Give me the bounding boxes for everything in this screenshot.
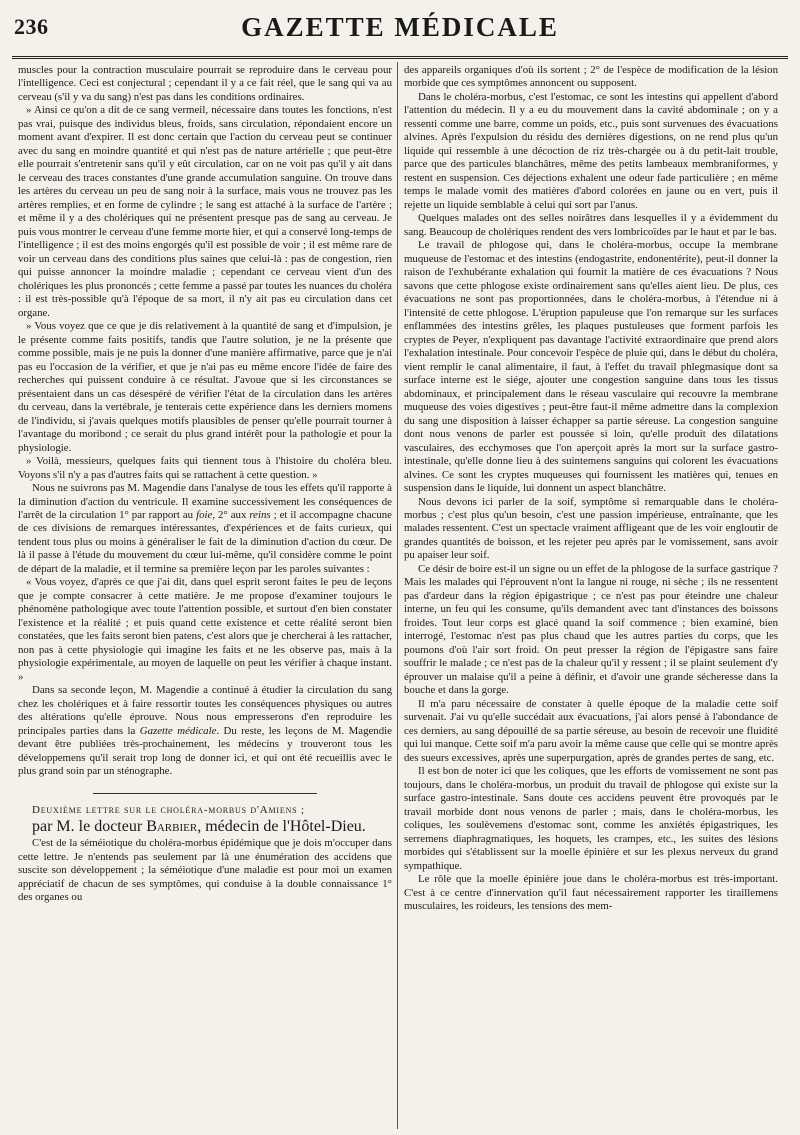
paragraph: des appareils organiques d'où ils sortent ; 2° de l'espèce de modification de la lésion morbide que ces symptômes annoncent ou supposent.	[404, 64, 778, 90]
section-divider	[93, 793, 317, 794]
letter-byline	[18, 817, 392, 837]
author-name: Barbier	[146, 818, 198, 836]
paragraph: Quelques malades ont des selles noirâtres dans lesquelles il y a évidemment du sang. Beaucoup de cholériques rendent des vers lombricoïdes par le haut et par le bas.	[404, 212, 778, 238]
text-run: , médecin de l'Hôtel-Dieu.	[197, 818, 366, 836]
italic-term: foie	[196, 508, 213, 521]
text-run: , 2° aux	[212, 508, 250, 521]
paragraph: » Ainsi ce qu'on a dit de ce sang vermeil, nécessaire dans toutes les fonctions, n'est pas vrai, puisque des individus bleus, froids, sans circulation, répondaient encore un moment avant d'expirer. Il est donc certain que l'action du cerveau peut se continuer avec du sang en moindre quantité et qui n'est pas de nature artérielle ; que peut-être elle pourrait s'entretenir sans qu'il y eût circulation, car on ne voit pas qu'il y ait dans le cerveau des traces constantes d'une grande accumulation sanguine. On trouve dans les artères du cerveau un peu de sang noir à la surface, mais vous ne trouvez pas les artères remplies, et en forme de cylindre ; le sang est attaché à la surface de l'artère ; et même il y a des cholériques qui ne présentent presque pas de sang au cerveau. Je puis vous montrer le cerveau d'une femme morte hier, et qui a conservé long-temps de l'intelligence ; il est des moins engorgés qu'il est possible de voir ; il est même rare de voir un cerveau dans des conditions plus saines que celui-là : pas de congestion, rien qui puisse annoncer la moindre maladie ; cependant ce cerveau vient d'un des cholériques les plus prononcés ; cette femme a passé par toutes les nuances du choléra : il est très-possible qu'à l'époque de sa mort, il n'y ait pas eu circulation dans cet organe.	[18, 104, 392, 319]
paragraph: muscles pour la contraction musculaire pourrait se reproduire dans le cerveau pour l'intelligence. Ceci est conjectural ; cependant il y a ce fait réel, que le sang qui va au cerveau (s'il y va du sang) n'est pas dans les conditions ordinaires.	[18, 64, 392, 103]
paragraph: Il m'a paru nécessaire de constater à quelle époque de la maladie cette soif survenait. J'ai vu qu'elle succédait aux évacuations, j'ai alors pensé à l'abondance de ces derniers, au sang dépouillé de sa partie séreuse, au besoin de recevoir une fluidité qui lui manque. Cette soif m'a paru avoir la même cause que celle qui se montre après des sueurs excessives, après une superpurgation, après de grandes pertes de sang, etc.	[404, 697, 778, 764]
paragraph: » Vous voyez que ce que je dis relativement à la quantité de sang et d'impulsion, je le présente comme faits positifs, tandis que l'autre solution, je ne la présente que comme possible, mais je ne puis la donner d'une manière affirmative, parce que je n'ai pas eu l'occasion de la vérifier, et que je n'ai pas eu même encore l'idée de faire des recherches qui puissent conduire à ce résultat. J'avoue que si les circonstances se présentaient dans un cas désespéré de vérifier l'état de la circulation dans les artères du cerveau, dans la vertébrale, je tenterais cette expérience dans les derniers momens de l'individu, si j'avais quelques motifs plausibles de penser qu'elle pourrait tourner à l'avantage du moribond ; ce serait du plus grand intérêt pour la pathologie et pour la physiologie.	[18, 320, 392, 454]
header-rule	[12, 56, 788, 59]
right-column	[404, 64, 778, 1131]
page-header	[12, 8, 788, 52]
text-run: ; et il accompagne chacune de ces divisions de remarques intéressantes, d'expériences et de faits curieux, qui tendent tous plus ou moins à généraliser le fait de la diminution d'action du cœur. De là il passe à l'étude du mouvement du cœur lui-même, qu'il considère comme le point de départ de la maladie, et il termine sa première leçon par les paroles suivantes :	[18, 508, 392, 575]
text-run: Nous ne suivrons pas M. Magendie dans l'analyse de tous les effets qu'il rapporte à la diminution d'action du ventricule. Il examine successivement les conséquences de l'arrêt de la circulation 1° par rapport au	[18, 482, 392, 521]
paragraph: Le travail de phlogose qui, dans le choléra-morbus, occupe la membrane muqueuse de l'estomac et des intestins (endogastrite, endonentérite), peut-il donner la raison de l'exhubérante exhalation qui fournit la matière de ces évacuations ? Nous savons que cette phlogose existe ordinairement sans qu'elles aient lieu. De plus, ces évacuations ne sont pas proportionnées, dans le choléra-morbus, à l'étendue ni à l'intensité de cette phlogose. L'éruption papuleuse que l'on remarque sur les surfaces enflammées des intestins grêles, les plaques pustuleuses que forment parfois les cryptes de Peyer, n'expliquent pas davantage l'activité extraordinaire que prend alors l'exhalation intestinale. Pour concevoir l'espèce de pluie qui, dans le début du choléra, vient remplir le canal alimentaire, il faut, à l'effet du travail phlegmasique dont sa surface interne est le siége, ajouter une congestion sanguine dans tous les tissus abdominaux, et principalement dans le réseau vasculaire qui recouvre la membrane muqueuse des voies digestives ; peut-être faut-il même admettre dans la complexion du sang une disposition à laisser échapper sa partie séreuse. La congestion sanguine dont nous venons de parler est poussée si loin, qu'elle produit des dilatations vasculaires, des ecchymoses que l'on aperçoit après la mort sur la surface gastro-intestinale, qu'elle donne lieu à des suintemens sanguins qui colorent les évacuations alvines. Ce sont les cryptes muqueuses qui fournissent les matières qui, tenues en suspension dans le liquide, lui donnent un aspect blanchâtre.	[404, 239, 778, 495]
paragraph	[18, 482, 392, 576]
left-column	[18, 64, 392, 1131]
italic-term: reins	[249, 508, 271, 521]
italic-term: Gazette médicale	[139, 724, 217, 737]
paragraph: Ce désir de boire est-il un signe ou un effet de la phlogose de la surface gastrique ? Mais les malades qui l'éprouvent n'ont la langue ni rouge, ni sèche ; ils ne ressentent pas d'ardeur dans la région épigastrique ; ce n'est pas pour éteindre une chaleur interne, un feu qui les consume, qu'ils demandent avec tant d'instances des boissons froides. Tout leur corps est glacé quand la soif commence ; bien examiné, bien interrogé, l'estomac n'est pas plus chaud que les autres parties du corps, que les poumons d'où l'air sort froid. On peut presser la région de l'épigastre sans faire souffrir le malade ; ce n'est pas de la chaleur qu'il y ressent ; il se plaint seulement d'y éprouver un malaise qu'il a peine à définir, et d'avoir une grande sécheresse dans la bouche et dans la gorge.	[404, 562, 778, 697]
column-divider	[397, 62, 398, 1129]
paragraph: C'est de la séméiotique du choléra-morbus épidémique que je dois m'occuper dans cette lettre. Je n'entends pas seulement par là une énumération des accidens que suscite son développement ; la séméiotique d'une maladie est pour moi un examen appréciatif de chacun de ses symptômes, qui conduise à la double connaissance 1° des organes ou	[18, 837, 392, 904]
paragraph: Le rôle que la moelle épinière joue dans le choléra-morbus est très-important. C'est à ce centre d'innervation qu'il faut nécessairement rapporter les tiraillemens musculaires, les roideurs, les tensions des mem-	[404, 873, 778, 913]
text-run: Dans sa seconde leçon, M. Magendie a continué à étudier la circulation du sang chez les cholériques et à faire ressortir toutes les conséquences physiques ou autres des altérations qu'elle éprouve. Nous nous empresserons d'en reproduire les principales parties dans la	[18, 684, 392, 737]
paragraph	[18, 684, 392, 778]
paragraph: Il est bon de noter ici que les coliques, que les efforts de vomissement ne sont pas toujours, dans le choléra-morbus, un produit du travail de phlogose qui existe sur la surface gastro-intestinale. Sans doute ces accidens peuvent être provoqués par le travail morbide dont nous venons de parler ; mais, dans le choléra-morbus, les coliques, les soulèvemens d'estomac sont, comme les anxiétés épigastriques, les serremens diaphragmatiques, les hoquets, les crampes, etc., les suites des lésions morbides qui s'établissent sur la moelle épinière et sur les plexus nerveux du grand sympathique.	[404, 765, 778, 872]
paragraph: « Vous voyez, d'après ce que j'ai dit, dans quel esprit seront faites le peu de leçons que je compte consacrer à cette matière. Je me propose d'examiner toujours le phénomène pathologique avec toute l'attention possible, et surtout d'en bien constater l'existence et la réalité ; et puis quand cette existence et cette réalité seront bien constatées, que les faits seront bien patens, c'est alors que je chercherai à les rattacher, non pas à cette physiologie qui imagine les faits et ne les observe pas, mais à la physiologie expérimentale, au moyen de laquelle on peut les vérifier à chaque instant. »	[18, 576, 392, 683]
paragraph: Nous devons ici parler de la soif, symptôme si remarquable dans le choléra-morbus ; c'est plus qu'un besoin, c'est une passion impérieuse, entraînante, que les malades ressentent. C'est un spectacle vraiment affligeant que de les voir engloutir de grandes quantités de boisson, et les rejeter peu après par le vomissement, sans avoir pu apaiser leur soif.	[404, 495, 778, 562]
page-number: 236	[14, 14, 49, 39]
text-run: . Du reste, les leçons de M. Magendie devant être publiées très-prochainement, les médecins y trouveront tous les développemens qu'il serait trop long de donner ici, et qui ont été recueillis avec le plus grand soin par un sténographe.	[18, 724, 392, 778]
text-run: par M. le docteur	[32, 818, 147, 836]
paragraph: Dans le choléra-morbus, c'est l'estomac, ce sont les intestins qui appellent d'abord l'attention du médecin. Il y a eu du mouvement dans la cavité abdominale ; on y a ressenti comme une barre, comme un poids, etc., puis sont survenues des évacuations alvines. Après l'expulsion du résidu des dernières digestions, on ne rend plus qu'un liquide qui ressemble à une décoction de riz très-chargée ou à du petit-lait trouble, parce que des particules blanchâtres, même des petits lambeaux membraniformes, y restent en suspension. Ces déjections exhalent une odeur fade particulière ; en même temps le malade vomit des matières d'abord colorées en jaune ou en vert, puis il rejette un liquide semblable à celui qui sort par l'anus.	[404, 90, 778, 211]
letter-heading: Deuxième lettre sur le choléra-morbus d'Amiens ;	[32, 803, 305, 816]
paragraph: » Voilà, messieurs, quelques faits qui tiennent tous à l'histoire du choléra bleu. Voyons s'il n'y a pas d'autres faits qui se rattachent à cette question. »	[18, 455, 392, 481]
journal-title: GAZETTE MÉDICALE	[241, 12, 559, 42]
